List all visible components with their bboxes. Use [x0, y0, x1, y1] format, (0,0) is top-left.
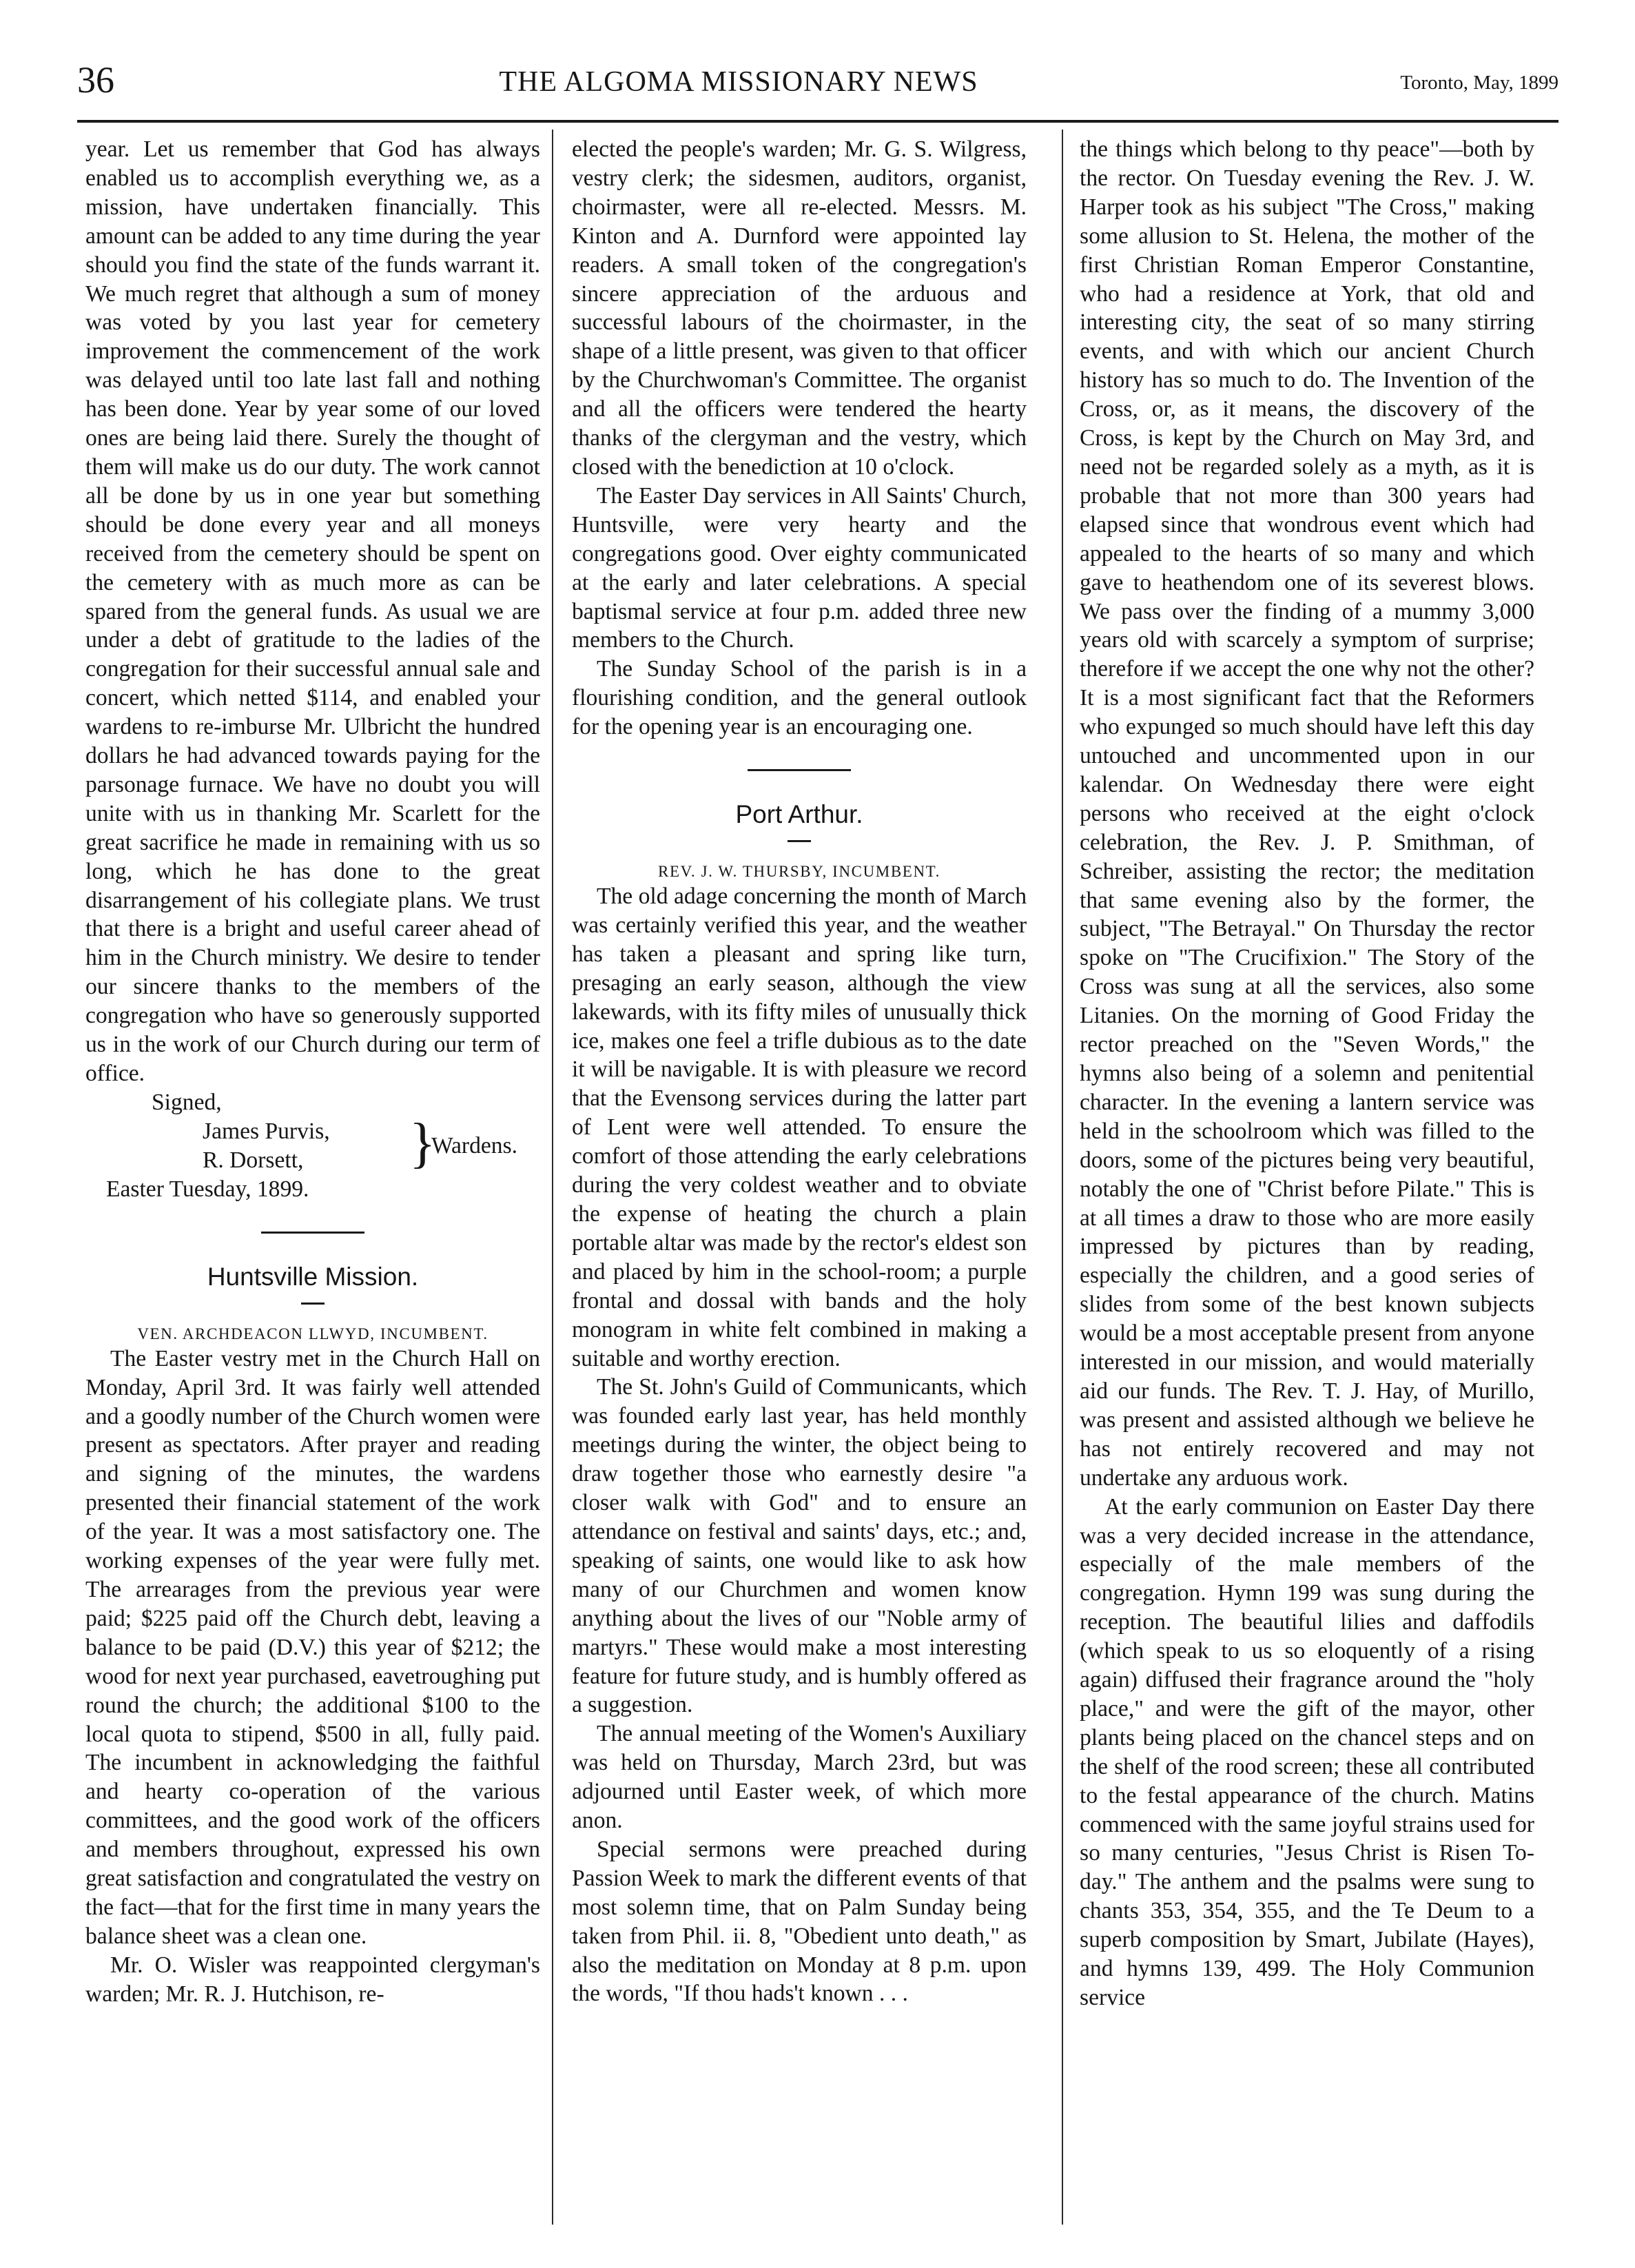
- page-number: 36: [77, 59, 114, 101]
- header-rule: [77, 120, 1559, 123]
- column-3: [1080, 135, 1534, 2012]
- paragraph: Mr. O. Wisler was reappointed clergyman's warden; Mr. R. J. Hutchison, re-: [85, 1952, 540, 2007]
- paragraph: The St. John's Guild of Communicants, which was founded early last year, has held monthly meetings during the winter, the object being to draw together those who earnestly desire "a closer walk with God" and to ensure an attendance on festival and saints' days, etc.; and, speaking of saints, one would like to ask how many of our Churchmen and women know anything about the lives of our "Noble army of martyrs." These would make a most interesting feature for future study, and is humbly offered as a suggestion.: [572, 1374, 1027, 1718]
- paragraph: The annual meeting of the Women's Auxiliary was held on Thursday, March 23rd, but was adjourned until Easter week, of which more anon.: [572, 1721, 1027, 1834]
- paragraph: Special sermons were preached during Passion Week to mark the different events of that most solemn time, that on Palm Sunday being taken from Phil. ii. 8, "Obedient unto death," as also the meditation on Monday at 8 p.m. upon the words, "If thou hads't known . . .: [572, 1836, 1027, 2007]
- section-separator: [748, 769, 851, 771]
- paragraph: The old adage concerning the month of March was certainly verified this year, and the weather has taken a pleasant and spring like turn, presaging an early season, although the view lakewards, with its fifty miles of unusually thick ice, makes one feel a trifle dubious as to the date it will be navigable. It is with pleasure we record that the Evensong services during the latter part of Lent were well attended. To ensure the comfort of those attending the early celebrations during the very coldest weather and to obviate the expense of heating the church a plain portable altar was made by the rector's eldest son and placed by him in the school-room; a purple frontal and dossal with bands and the holy monogram in white felt combined in making a suitable and worthy erection.: [572, 883, 1027, 1371]
- paragraph: the things which belong to thy peace"—both by the rector. On Tuesday evening the Rev. J. W. Harper took as his subject "The Cross," making some allusion to St. Helena, the mother of the first Christian Roman Emperor Constantine, who had a residence at York, that old and interesting city, the seat of so many stirring events, and with which our ancient Church history has so much to do. The Invention of the Cross, or, as it means, the discovery of the Cross, is kept by the Church on May 3rd, and need not be regarded solely as a myth, as it is probable that not more than 300 years had elapsed since that wondrous event which had appealed to the hearts of so many and which gave to heathendom one of its severest blows. We pass over the finding of a mummy 3,000 years old with scarcely a symptom of surprise; therefore if we accept the one why not the other? It is a most significant fact that the Reformers who expunged so much should have left this day untouched and uncommented upon in our kalendar. On Wednesday there were eight persons who received at the eight o'clock celebration, the Rev. J. P. Smithman, of Schreiber, assisting the rector; the meditation that same evening also by the former, the subject, "The Betrayal." On Thursday the rector spoke on "The Crucifixion." The Story of the Cross was sung at all the services, also some Litanies. On the morning of Good Friday the rector preached on the "Seven Words," the hymns also being of a solemn and penitential character. In the evening a lantern service was held in the schoolroom which was filled to the doors, some of the pictures being very beautiful, notably the one of "Christ before Pilate." This is at all times a draw to those who are more easily impressed by pictures than by reading, especially the children, and a good series of slides from some of the best known subjects would be a most acceptable present from anyone interested in our mission, and would materially aid our funds. The Rev. T. J. Hay, of Murillo, was present and assisted although we believe he has not entirely recovered and may not undertake any arduous work.: [1080, 136, 1534, 1491]
- brace-glyph: }: [409, 1112, 436, 1174]
- warden-name: James Purvis,: [203, 1118, 330, 1144]
- column-divider: [552, 130, 553, 2225]
- section-title: Port Arthur.: [735, 800, 863, 829]
- title-underline: [788, 840, 811, 842]
- signature-block: [85, 1112, 540, 1175]
- warden-name: R. Dorsett,: [203, 1147, 304, 1173]
- wardens-label: Wardens.: [431, 1132, 518, 1158]
- section-separator: [261, 1232, 364, 1234]
- paragraph: year. Let us remember that God has always enabled us to accomplish everything we, as a mission, have undertaken financially. This amount can be added to any time during the year should you find the state of the funds warrant it. We much regret that although a sum of money was voted by you last year for cemetery improvement the commencement of the work was delayed until too late last fall and nothing has been done. Year by year some of our loved ones are being laid there. Surely the thought of them will make us do our duty. The work cannot all be done by us in one year but something should be done every year and all moneys received from the cemetery should be spent on the cemetery with as much more as can be spared from the general funds. As usual we are under a debt of gratitude to the ladies of the congregation for their successful annual sale and concert, which netted $114, and enabled your wardens to re-imburse Mr. Ulbricht the hundred dollars he had advanced towards paying for the parsonage furnace. We have no doubt you will unite with us in thanking Mr. Scarlett for the great sacrifice he made in remaining with us so long, which he has done to the great disarrangement of his collegiate plans. We trust that there is a bright and useful career ahead of him in the Church ministry. We desire to tender our sincere thanks to the members of the congregation who have so generously supported us in the work of our Church during our term of office.: [85, 136, 540, 1086]
- page-header: [77, 59, 1559, 114]
- paragraph: At the early communion on Easter Day there was a very decided increase in the attendance, especially of the male members of the congregation. Hymn 199 was sung during the reception. The beautiful lilies and daffodils (which speak to us so eloquently of a rising again) diffused their fragrance around the "holy place," and were the gift of the mayor, other plants being placed on the chancel steps and on the shelf of the rood screen; these all contributed to the festal appearance of the church. Matins commenced with the same joyful strains used for so many centuries, "Jesus Christ is Risen To-day." The anthem and the psalms were sung to chants 353, 354, 355, and the Te Deum to a superb composition by Smart, Jubilate (Hayes), and hymns 139, 499. The Holy Communion service: [1080, 1493, 1534, 2010]
- section-title: Huntsville Mission.: [207, 1262, 419, 1291]
- paragraph: The Sunday School of the parish is in a flourishing condition, and the general outlook for the opening year is an encouraging one.: [572, 656, 1027, 740]
- byline: REV. J. W. THURSBY, INCUMBENT.: [658, 863, 940, 881]
- paragraph: The Easter vestry met in the Church Hall on Monday, April 3rd. It was fairly well attended and a goodly number of the Church women were present as spectators. After prayer and reading and signing of the minutes, the wardens presented their financial statement of the work of the year. It was a most satisfactory one. The working expenses of the year were fully met. The arrearages from the previous year were paid; $225 paid off the Church debt, leaving a balance to be paid (D.V.) this year of $212; the wood for next year purchased, eavetroughing put round the church; the additional $100 to the local quota to stipend, $500 in all, fully paid. The incumbent in acknowledging the faithful and hearty co-operation of the various committees, and the good work of the officers and members throughout, expressed his own great satisfaction and congratulated the vestry on the fact—that for the first time in many years the balance sheet was a clean one.: [85, 1345, 540, 1949]
- signed-label: Signed,: [152, 1089, 222, 1115]
- title-underline: [301, 1302, 325, 1305]
- paragraph: elected the people's warden; Mr. G. S. Wilgress, vestry clerk; the sidesmen, auditors, organist, choirmaster, were all re-elected. Messrs. M. Kinton and A. Durnford were appointed lay readers. A small token of the congregation's sincere appreciation of the arduous and successful labours of the choirmaster, in the shape of a little present, was given to that officer by the Churchwoman's Committee. The organist and all the officers were tendered the hearty thanks of the clergyman and the vestry, which closed with the benediction at 10 o'clock.: [572, 136, 1027, 480]
- byline: VEN. ARCHDEACON LLWYD, INCUMBENT.: [137, 1325, 489, 1342]
- paragraph: The Easter Day services in All Saints' Church, Huntsville, were very hearty and the congregations good. Over eighty communicated at the early and later celebrations. A special baptismal service at four p.m. added three new members to the Church.: [572, 482, 1027, 653]
- column-divider: [1062, 130, 1063, 2225]
- dateline: Toronto, May, 1899: [1400, 72, 1559, 94]
- running-title: THE ALGOMA MISSIONARY NEWS: [499, 66, 978, 98]
- column-2: [572, 135, 1027, 2008]
- column-1: [85, 135, 540, 2009]
- signature-date: Easter Tuesday, 1899.: [106, 1176, 309, 1202]
